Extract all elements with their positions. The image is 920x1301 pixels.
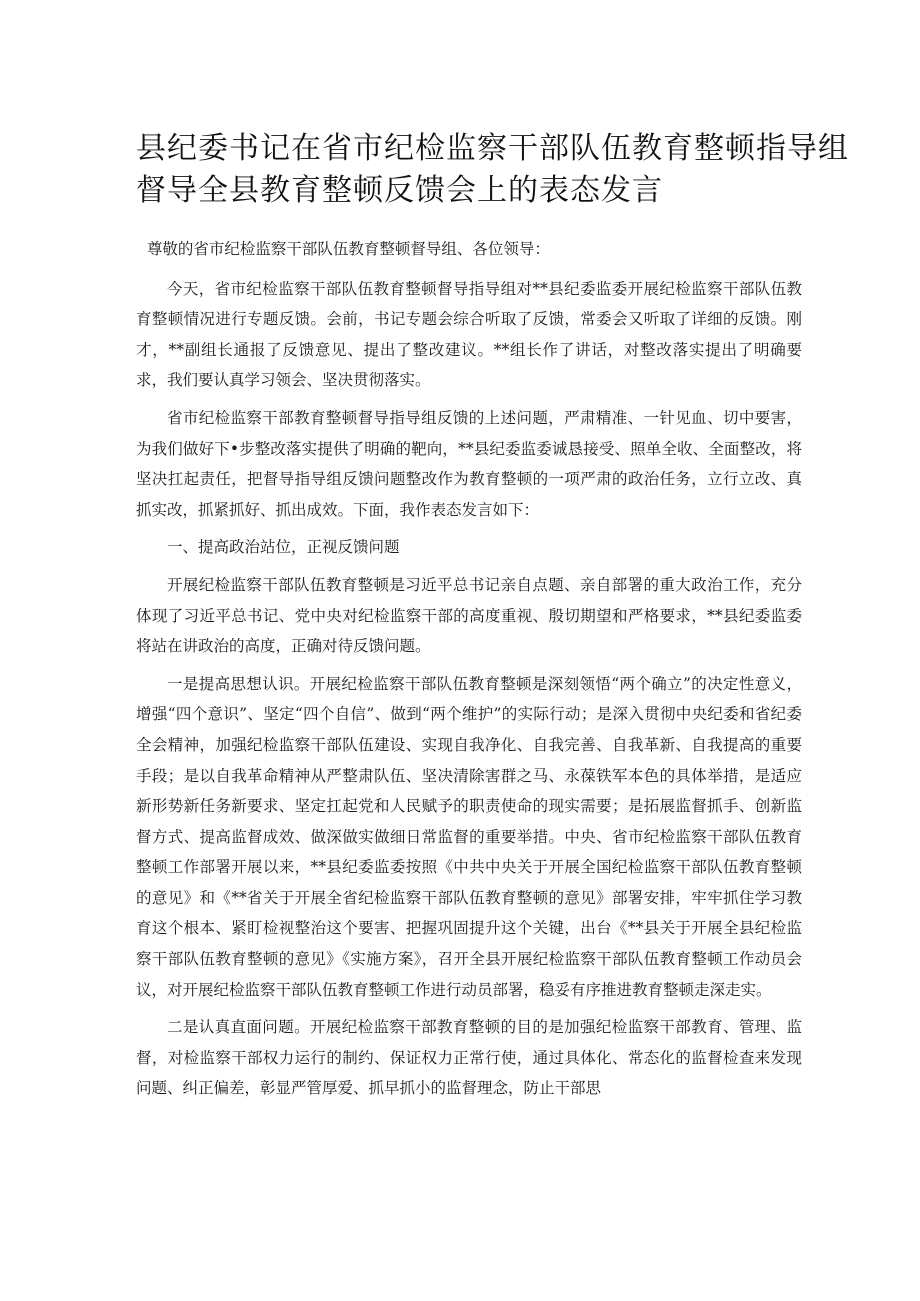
document-title xyxy=(136,128,849,212)
title-line-1: 县纪委书记在省市纪检监察干部队伍教育整顿指导组 xyxy=(136,131,849,166)
section-heading-1: 一、提高政治站位，正视反馈问题 xyxy=(167,538,400,557)
paragraph-point-two: 二是认真直面问题。开展纪检监察干部教育整顿的目的是加强纪检监察干部教育、管理、监督，对检监察干部权力运行的制约、保证权力正常行使，通过具体化、常态化的监督检查来发现问题、纠正偏差，彰显严管厚爱、抓早抓小的监督理念，防止干部思 xyxy=(136,1018,802,1098)
title-line-2: 督导全县教育整顿反馈会上的表态发言 xyxy=(136,173,663,208)
paragraph-political-stance: 开展纪检监察干部队伍教育整顿是习近平总书记亲自点题、亲自部署的重大政治工作，充分体现了习近平总书记、党中央对纪检监察干部的高度重视、殷切期望和严格要求，**县纪委监委将站在讲政治的高度，正确对待反馈问题。 xyxy=(136,575,802,656)
paragraph-point-one: 一是提高思想认识。开展纪检监察干部队伍教育整顿是深刻领悟“两个确立”的决定性意义，增强“四个意识”、坚定“四个自信”、做到“两个维护”的实际行动；是深入贯彻中央纪委和省纪委全会精神，加强纪检监察干部队伍建设、实现自我净化、自我完善、自我革新、自我提高的重要手段；是以自我革命精神从严整肃队伍、坚决清除害群之马、永葆铁军本色的具体举措，是适应新形势新任务新要求、坚定扛起党和人民赋予的职责使命的现实需要；是拓展监督抓手、创新监督方式、提高监督成效、做深做实做细日常监督的重要举措。中央、省市纪检监察干部队伍教育整顿工作部署开展以来，**县纪委监委按照《中共中央关于开展全国纪检监察干部队伍教育整顿的意见》和《**省关于开展全省纪检监察干部队伍教育整顿的意见》部署安排，牢牢抓住学习教育这个根本、紧盯检视整治这个要害、把握巩固提升这个关键，出台《**县关于开展全县纪检监察干部队伍教育整顿的意见》《实施方案》，召开全县开展纪检监察干部队伍教育整顿工作动员会议，对开展纪检监察干部队伍教育整顿工作进行动员部署，稳妥有序推进教育整顿走深走实。 xyxy=(136,674,802,999)
paragraph-acceptance: 省市纪检监察干部教育整顿督导指导组反馈的上述问题，严肃精准、一针见血、切中要害，为我们做好下•步整改落实提供了明确的靶向，**县纪委监委诚恳接受、照单全收、全面整改，将坚决扛起责任，把督导指导组反馈问题整改作为教育整顿的一项严肃的政治任务，立行立改、真抓实改，抓紧抓好、抓出成效。下面，我作表态发言如下： xyxy=(136,408,802,519)
salutation: 尊敬的省市纪检监察干部队伍教育整顿督导组、各位领导： xyxy=(146,240,550,258)
paragraph-opening: 今天，省市纪检监察干部队伍教育整顿督导指导组对**县纪委监委开展纪检监察干部队伍教育整顿情况进行专题反馈。会前，书记专题会综合听取了反馈，常委会又听取了详细的反馈。刚才，**副组长通报了反馈意见、提出了整改建议。**组长作了讲话，对整改落实提出了明确要求，我们要认真学习领会、坚决贯彻落实。 xyxy=(136,279,802,390)
